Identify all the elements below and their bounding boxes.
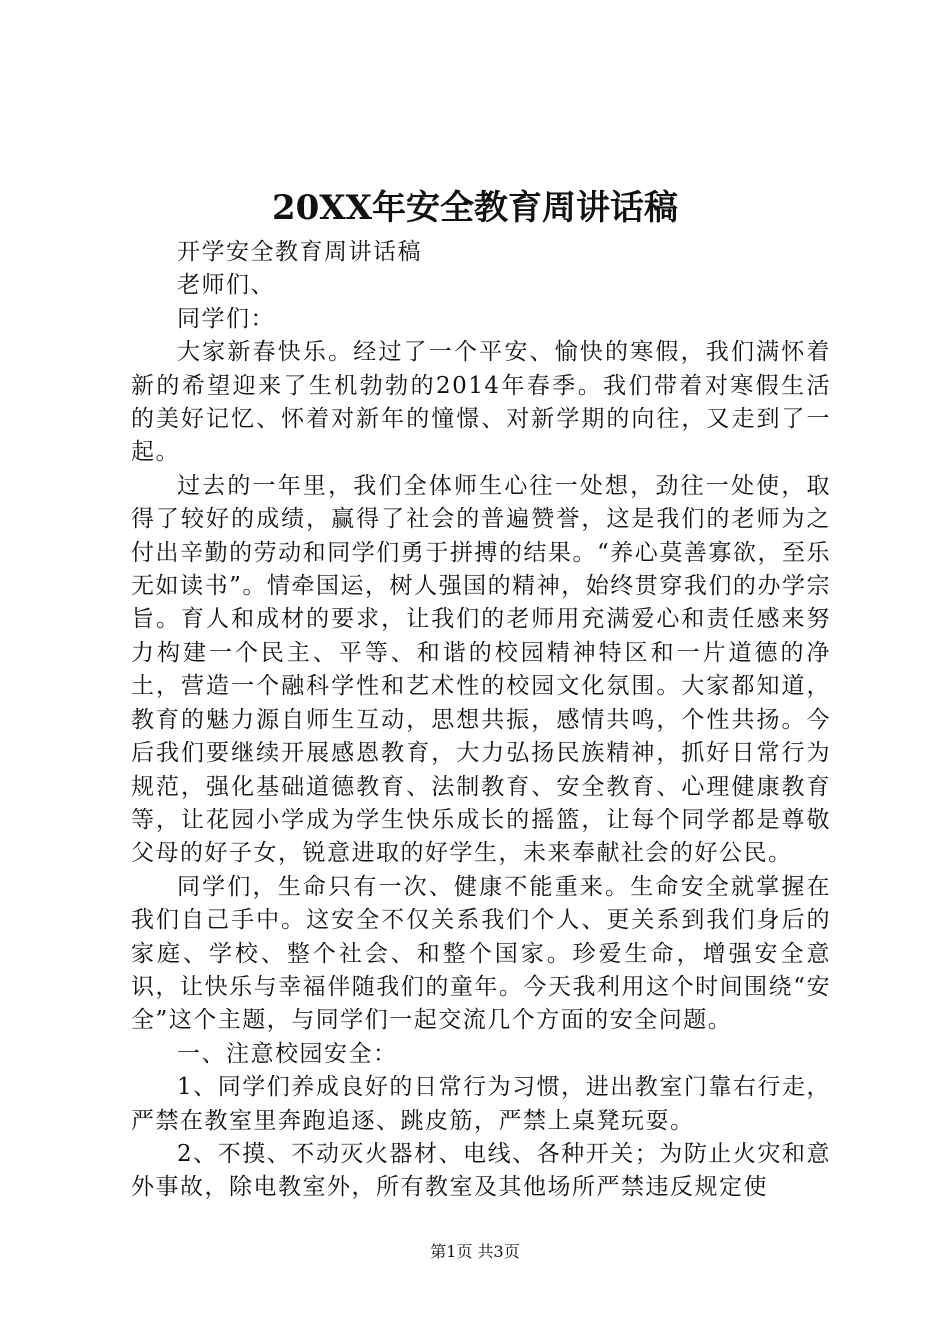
list-item-2: 2、不摸、不动灭火器材、电线、各种开关；为防止火灾和意外事故，除电教室外，所有教室及其他场所严禁违反规定使 xyxy=(131,1140,831,1201)
salutation-students: 同学们： xyxy=(177,305,275,332)
paragraph-life-safety: 同学们，生命只有一次、健康不能重来。生命安全就掌握在我们自己手中。这安全不仅关系我们个人、更关系到我们身后的家庭、学校、整个社会、和整个国家。珍爱生命，增强安全意识，让快乐与幸福伴随我们的童年。今天我利用这个时间围绕“安全”这个主题，与同学们一起交流几个方面的安全问题。 xyxy=(131,873,831,1034)
page-footer: 第1页 共3页 xyxy=(430,1242,520,1261)
list-item-1: 1、同学们养成良好的日常行为习惯，进出教室门靠右行走，严禁在教室里奔跑追逐、跳皮筋，严禁上桌凳玩耍。 xyxy=(131,1074,831,1134)
salutation-teachers: 老师们、 xyxy=(177,272,275,299)
document-body xyxy=(131,236,831,1205)
paragraph-past-year: 过去的一年里，我们全体师生心往一处想，劲往一处使，取得了较好的成绩，赢得了社会的普遍赞誉，这是我们的老师为之付出辛勤的劳动和同学们勇于拼搏的结果。“养心莫善寡欲，至乐无如读书”。情牵国运，树人强国的精神，始终贯穿我们的办学宗旨。育人和成材的要求，让我们的老师用充满爱心和责任感来努力构建一个民主、平等、和谐的校园精神特区和一片道德的净土，营造一个融科学性和艺术性的校园文化氛围。大家都知道，教育的魅力源自师生互动，思想共振，感情共鸣，个性共扬。今后我们要继续开展感恩教育，大力弘扬民族精神，抓好日常行为规范，强化基础道德教育、法制教育、安全教育、心理健康教育等，让花园小学成为学生快乐成长的摇篮，让每个同学都是尊敬父母的好子女，锐意进取的好学生，未来奉献社会的好公民。 xyxy=(131,472,831,867)
speech-heading: 开学安全教育周讲话稿 xyxy=(177,239,422,265)
section-heading-campus-safety: 一、注意校园安全： xyxy=(177,1040,398,1067)
paragraph-greeting: 大家新春快乐。经过了一个平安、愉快的寒假，我们满怀着新的希望迎来了生机勃勃的2014年春季。我们带着对寒假生活的美好记忆、怀着对新年的憧憬、对新学期的向往，又走到了一起。 xyxy=(131,339,831,466)
document-title: 20XX年安全教育周讲话稿 xyxy=(271,188,679,228)
